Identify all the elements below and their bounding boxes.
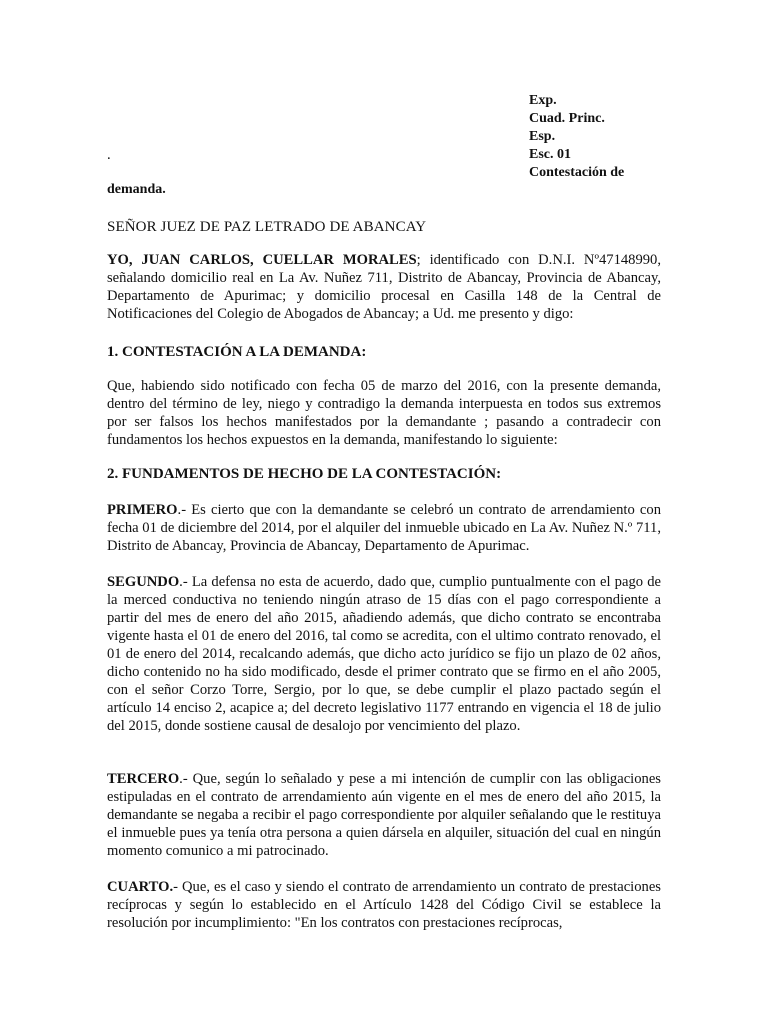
addressee-title: SEÑOR JUEZ DE PAZ LETRADO DE ABANCAY	[107, 219, 427, 235]
stray-dot: .	[107, 147, 111, 163]
intro-text: ; identificado con D.N.I. Nº47148990, señalando domicilio real en La Av. Nuñez 711, Distrito de Abancay, Provincia de Abancay, Departamento de Apurimac; y domicilio procesal en Casilla 148 de la Central de Notificaciones del Colegio de Abogados de Abancay; a Ud. me presento y digo:	[107, 252, 661, 322]
case-esp: Esp.	[529, 129, 556, 144]
primero-label: PRIMERO	[107, 502, 178, 518]
case-summary: Contestación de	[529, 165, 625, 180]
case-cuaderno: Cuad. Princ.	[529, 111, 605, 126]
cuarto-text: - Que, es el caso y siendo el contrato de arrendamiento un contrato de prestaciones recíprocas y según lo establecido en el Artículo 1428 del Código Civil se establece la resolución por incumplimiento: "En los contratos con prestaciones recíprocas,	[107, 879, 661, 931]
plaintiff-name: YO, JUAN CARLOS, CUELLAR MORALES	[107, 252, 417, 268]
segundo-paragraph	[107, 573, 661, 735]
section-1-heading: 1. CONTESTACIÓN A LA DEMANDA:	[107, 344, 367, 360]
case-exp: Exp.	[529, 93, 557, 108]
segundo-text: .- La defensa no esta de acuerdo, dado que, cumplio puntualmente con el pago de la merced conductiva no teniendo ningún atraso de 15 días con el pago correspondiente a partir del mes de enero del año 2015, añadiendo además, que dicho contrato se encontraba vigente hasta el 01 de enero del 2016, tal como se acredita, con el ultimo contrato renovado, el 01 de enero del 2014, recalcando además, que dicho acto jurídico se fijo un plazo de 02 años, dicho contenido no ha sido modificado, desde el primer contrato que se firmo en el año 2005, con el señor Corzo Torre, Sergio, por lo que, se debe cumplir el plazo pactado según el artículo 14 enciso 2, acapice a; del decreto legislativo 1177 entrando en vigencia el 18 de julio del 2015, donde sostiene causal de desalojo por vencimiento del plazo.	[107, 574, 661, 734]
section-1-paragraph: Que, habiendo sido notificado con fecha 05 de marzo del 2016, con la presente demanda, dentro del término de ley, niego y contradigo la demanda interpuesta en todos sus extremos por ser falsos los hechos manifestados por la demandante ; pasando a contradecir con fundamentos los hechos expuestos en la demanda, manifestando lo siguiente:	[107, 378, 661, 448]
tercero-label: TERCERO	[107, 771, 180, 787]
case-escrito: Esc. 01	[529, 147, 571, 162]
intro-paragraph	[107, 251, 661, 323]
section-2-heading: 2. FUNDAMENTOS DE HECHO DE LA CONTESTACIÓN:	[107, 466, 502, 482]
cuarto-label: CUARTO.	[107, 879, 174, 895]
segundo-label: SEGUNDO	[107, 574, 180, 590]
cuarto-paragraph	[107, 878, 661, 932]
tercero-text: .- Que, según lo señalado y pese a mi intención de cumplir con las obligaciones estipuladas en el contrato de arrendamiento aún vigente en el mes de enero del año 2015, la demandante se negaba a recibir el pago correspondiente por alquiler señalando que le restituya el inmueble pues ya tenía otra persona a quien dársela en alquiler, situación del cual en ningún momento comunico a mi patrocinado.	[107, 771, 661, 859]
primero-text: .- Es cierto que con la demandante se celebró un contrato de arrendamiento con fecha 01 de diciembre del 2014, por el alquiler del inmueble ubicado en La Av. Nuñez N.º 711, Distrito de Abancay, Provincia de Abancay, Departamento de Apurimac.	[107, 502, 661, 554]
primero-paragraph	[107, 501, 661, 555]
tercero-paragraph	[107, 770, 661, 860]
case-header	[529, 92, 669, 182]
case-summary-continued: demanda.	[107, 182, 166, 197]
